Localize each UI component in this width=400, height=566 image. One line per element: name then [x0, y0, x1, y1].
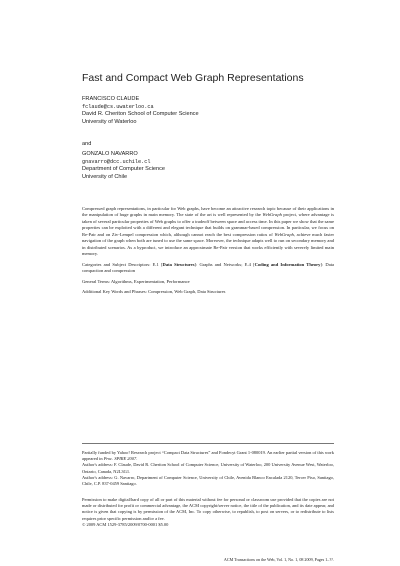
- keywords: Additional Key Words and Phrases: Compression, Web Graph, Data Structures: [82, 288, 226, 294]
- author-name: GONZALO NAVARRO: [82, 151, 138, 157]
- author-affiliation: Department of Computer Science: [82, 166, 166, 173]
- abstract-section: [82, 206, 334, 299]
- author-email: gnavarro@dcc.uchile.cl: [82, 158, 151, 165]
- author-block-1: [82, 96, 199, 126]
- general-terms: General Terms: Algorithms, Experimentation, Performance: [82, 278, 190, 284]
- author-affiliation: University of Chile: [82, 173, 128, 180]
- abstract-text: Compressed graph representations, in particular for Web graphs, have become an attractive research topic because of their applications in the manipulation of huge graphs in main memory. The state of the art is well represented by the WebGraph project, where advantage is taken of several particular properties of Web graphs to offer a tradeoff between space and access time. In this paper we show that the same properties can be exploited with a different and elegant technique that builds on grammar-based compression. In particular, we focus on Re-Pair and on Ziv-Lempel compression which, although cannot reach the best compression ratios of WebGraph, achieve much faster navigation of the graph when both are tuned to use the same space. Moreover, the technique adapts well to run on secondary memory and in distributed scenarios. As a byproduct, we introduce an approximate Re-Pair version that works efficiently with severely limited main memory.: [82, 206, 334, 257]
- paper-title: Fast and Compact Web Graph Representations: [82, 72, 304, 84]
- running-footer: ACM Transactions on the Web, Vol. 1, No. 1, 08 2009, Pages 1–??.: [223, 557, 334, 562]
- webgraph-emphasis: WebGraph: [274, 231, 294, 237]
- funding-note: Partially funded by Yahoo! Research project “Compact Data Structures” and Fondecyt Grant 1-080019. An earlier partial version of this work appeared in Proc. SPIRE 2007.: [82, 450, 334, 462]
- author-address: Author's address: G. Navarro, Department of Computer Science, University of Chile, Avenida Blanco Encalada 2120, Tercer Piso, Santiago, Chile, C.P. 837-0459 Santiago.: [82, 474, 334, 487]
- author-affiliation: David R. Cheriton School of Computer Science: [82, 111, 199, 118]
- categories: Categories and Subject Descriptors: E.1 [Data Structures]: Graphs and Networks; E.4 [Coding and Information Theory]: Data compaction and compression: [82, 261, 334, 274]
- author-affiliation: University of Waterloo: [82, 118, 137, 125]
- footnote-rule: [82, 443, 334, 444]
- author-email: fclaude@cs.uwaterloo.ca: [82, 103, 154, 110]
- copyright-line: © 2009 ACM 1529-3785/2009/0700-0001 $5.00: [82, 521, 169, 527]
- author-block-2: [82, 151, 165, 181]
- footnote-block: [82, 450, 334, 487]
- permission-notice: Permission to make digital/hard copy of all or part of this material without fee for personal or classroom use provided that the copies are not made or distributed for profit or commercial advantage, the ACM copyright/server notice, the title of the publication, and its date appear, and notice is given that copying is by permission of the ACM, Inc. To copy otherwise, to republish, to post on servers, or to redistribute to lists requires prior specific permission and/or a fee.: [82, 497, 334, 521]
- webgraph-emphasis: WebGraph: [262, 212, 282, 218]
- author-address: Author's address: F. Claude, David R. Cheriton School of Computer Science, University of Waterloo, 200 University Avenue West, Waterloo, Ontario, Canada, N2L3G1.: [82, 462, 334, 474]
- author-separator: and: [82, 141, 92, 147]
- permission-block: [82, 497, 334, 528]
- author-name: FRANCISCO CLAUDE: [82, 96, 140, 102]
